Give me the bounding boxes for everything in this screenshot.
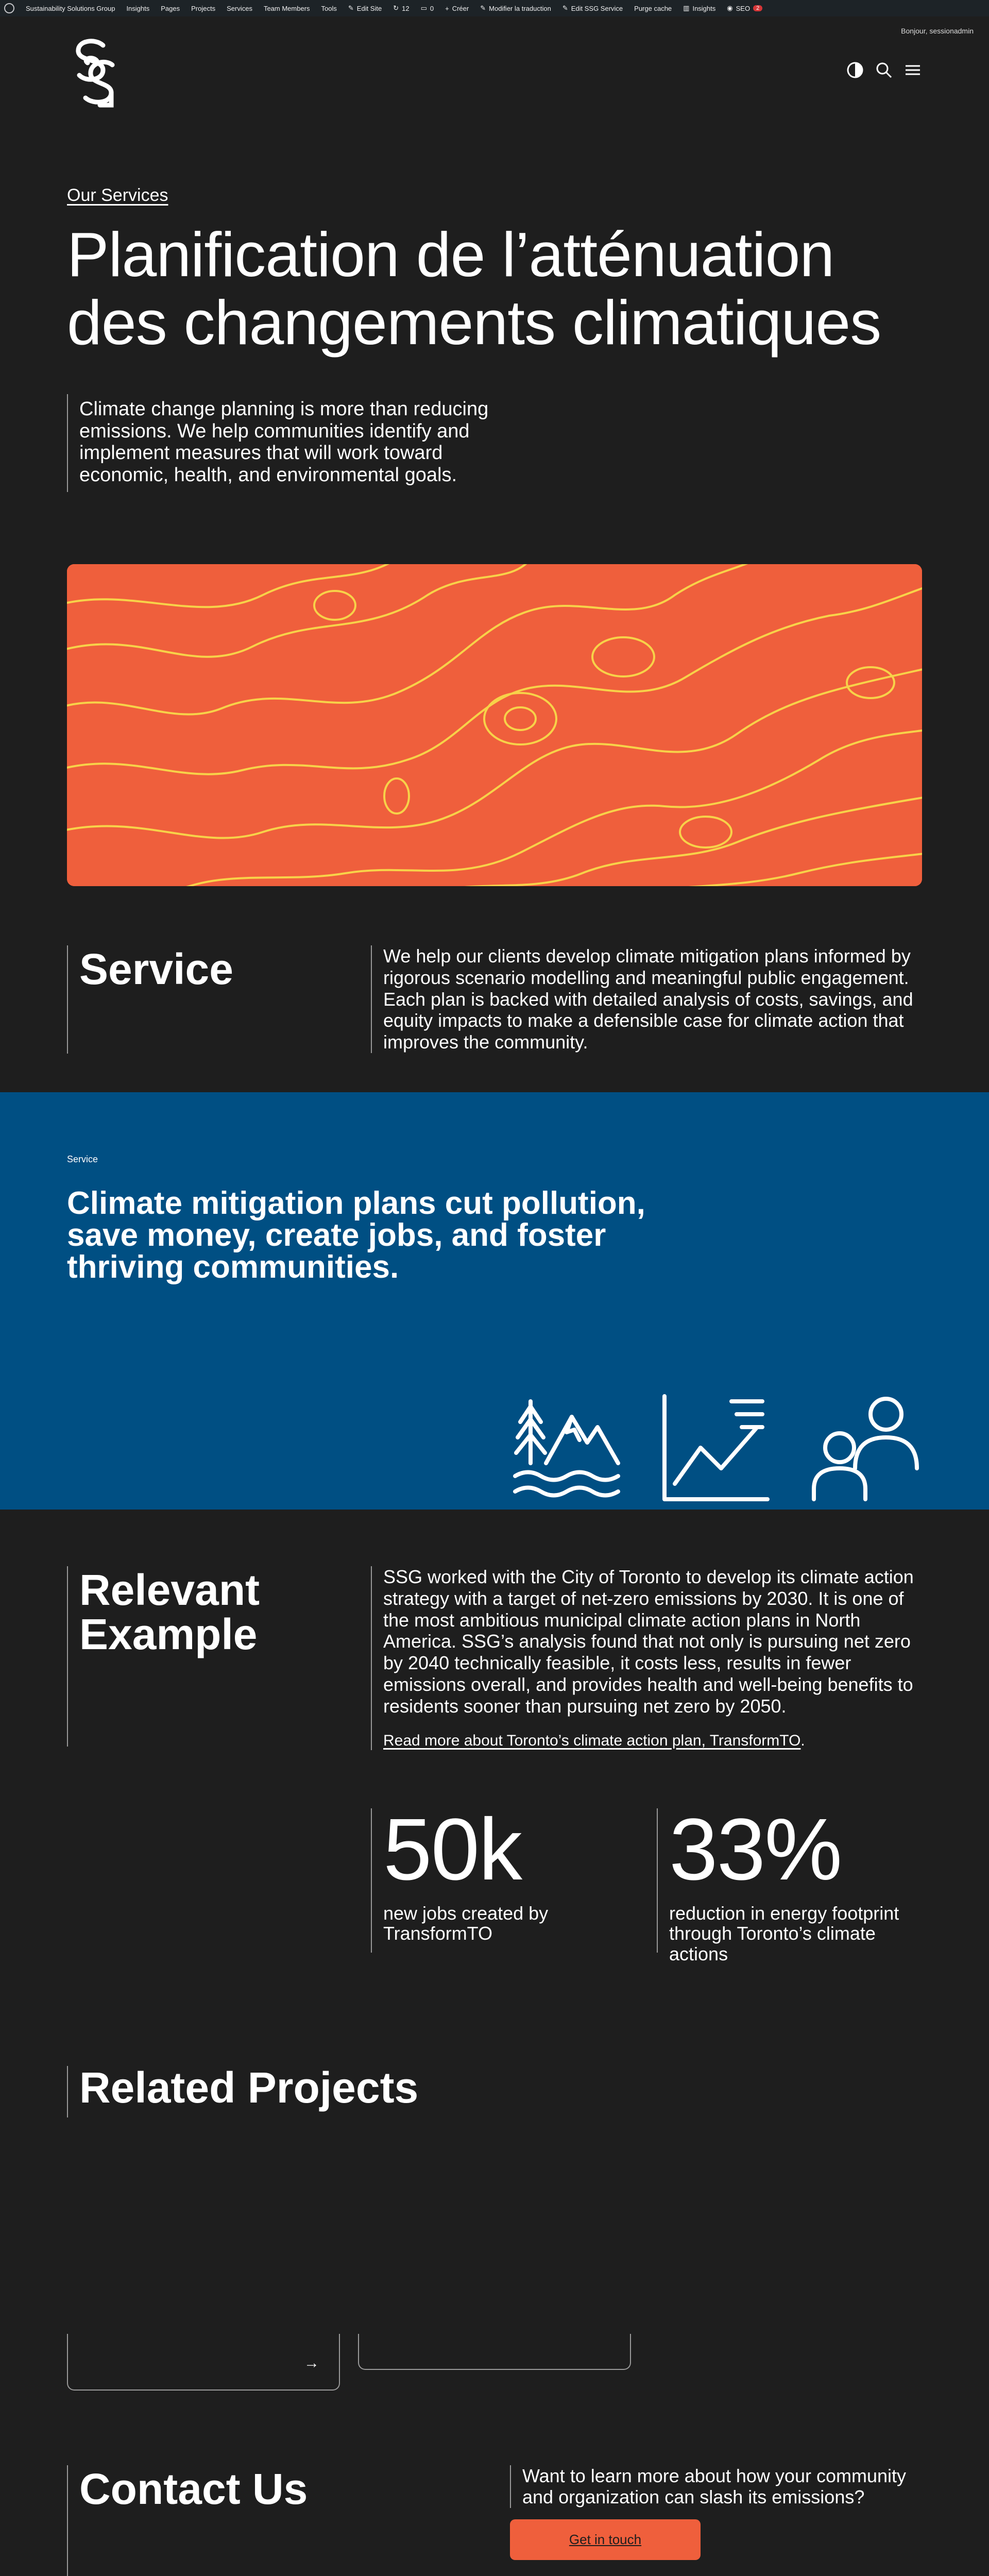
admin-bar-comments[interactable]: ▭ 0: [420, 4, 434, 12]
service-label: Service: [67, 945, 355, 1054]
service-section: [67, 945, 922, 1054]
admin-bar-purge[interactable]: Purge cache: [634, 4, 672, 12]
admin-bar-seo[interactable]: ◉ SEO 2: [727, 4, 762, 12]
menu-icon[interactable]: [903, 61, 922, 79]
nature-landscape-icon: [510, 1391, 623, 1504]
example-body: [371, 1566, 922, 1750]
contact-section: [67, 2465, 922, 2576]
community-people-icon: [809, 1391, 922, 1504]
arrow-right-icon[interactable]: →: [304, 2354, 319, 2371]
growth-chart-icon: [659, 1391, 773, 1504]
pencil-icon: ✎: [348, 4, 354, 12]
example-label: Relevant Example: [67, 1566, 355, 1747]
topographic-map-image: [67, 564, 922, 886]
contact-body: [510, 2465, 922, 2560]
hero: [67, 185, 922, 486]
contour-lines-icon: [67, 564, 922, 886]
contact-text: Want to learn more about how your community and organization can slash its emissions?: [510, 2465, 922, 2508]
header-tools: [846, 61, 922, 79]
band-icons: [510, 1391, 922, 1504]
example-section: [67, 1566, 922, 1777]
stat-caption: new jobs created by TransformTO: [383, 1902, 549, 1944]
band-tag: Service: [67, 1154, 98, 1164]
hero-intro: Climate change planning is more than reducing emissions. We help communities identify and implement measures that will work toward economic, health, and environmental goals.: [67, 394, 510, 492]
refresh-icon: ↻: [393, 4, 399, 12]
example-description: SSG worked with the City of Toronto to develop its climate action strategy with a target of net-zero emissions by 2030. It is one of the most ambitious municipal climate action plans in North America. SSG’s analysis found that not only is pursuing net zero by 2040 technically feasible, it costs less, results in fewer emissions overall, and provides health and well-being benefits to residents sooner than pursuing net zero by 2050.: [383, 1566, 914, 1717]
stat-jobs: [371, 1801, 659, 1953]
seo-icon: ◉: [727, 4, 733, 12]
admin-bar-insights[interactable]: Insights: [126, 4, 150, 12]
example-link-row: Read more about Toronto’s climate action plan, TransformTO.: [383, 1732, 805, 1750]
admin-bar-site[interactable]: Sustainability Solutions Group: [26, 4, 115, 12]
contrast-toggle-icon[interactable]: [846, 61, 864, 79]
admin-bar-translate[interactable]: ✎ Modifier la traduction: [480, 4, 551, 12]
plus-icon: +: [445, 4, 449, 12]
wordpress-icon[interactable]: [4, 3, 14, 13]
admin-bar-pages[interactable]: Pages: [161, 4, 180, 12]
band-headline: Climate mitigation plans cut pollution, save money, create jobs, and foster thriving communities.: [67, 1185, 645, 1285]
pencil-icon: ✎: [562, 4, 568, 12]
contact-label: Contact Us: [67, 2465, 428, 2576]
admin-bar-services[interactable]: Services: [227, 4, 252, 12]
ssg-logo-icon[interactable]: [67, 36, 124, 108]
seo-badge: 2: [753, 5, 762, 11]
admin-greeting[interactable]: Bonjour, sessionadmin: [901, 27, 974, 35]
admin-bar-new[interactable]: + Créer: [445, 4, 469, 12]
related-project-card[interactable]: [358, 2334, 631, 2370]
stat-energy: [657, 1801, 922, 1964]
admin-bar-updates[interactable]: ↻ 12: [393, 4, 410, 12]
stat-value: 33%: [669, 1801, 842, 1899]
admin-bar-tools[interactable]: Tools: [321, 4, 337, 12]
transformto-link[interactable]: Read more about Toronto’s climate action plan, TransformTO: [383, 1732, 801, 1750]
admin-bar-team[interactable]: Team Members: [263, 4, 310, 12]
stats-row: [371, 1801, 922, 1964]
admin-bar: [0, 0, 989, 16]
our-services-link[interactable]: Our Services: [67, 185, 168, 205]
site-header: [67, 36, 922, 113]
service-band: [0, 1092, 989, 1510]
page-title: Planification de l’atténuation des changements climatiques: [67, 219, 881, 358]
related-project-card[interactable]: [67, 2334, 340, 2391]
related-projects-title: Related Projects: [67, 2066, 418, 2117]
service-description: We help our clients develop climate mitigation plans informed by rigorous scenario modelling and meaningful public engagement. Each plan is backed with detailed analysis of costs, savings, and equity impacts to make a defensible case for climate action that improves the community.: [371, 945, 922, 1053]
admin-bar-insights-2[interactable]: ▥ Insights: [683, 4, 716, 12]
admin-bar-edit-site[interactable]: ✎ Edit Site: [348, 4, 382, 12]
chart-icon: ▥: [683, 4, 690, 12]
search-icon[interactable]: [875, 61, 893, 79]
stat-value: 50k: [383, 1801, 522, 1899]
stat-caption: reduction in energy footprint through Toronto’s climate actions: [669, 1902, 899, 1964]
admin-bar-projects[interactable]: Projects: [191, 4, 216, 12]
get-in-touch-button[interactable]: Get in touch: [510, 2519, 701, 2560]
translate-icon: ✎: [480, 4, 486, 12]
admin-bar-edit-service[interactable]: ✎ Edit SSG Service: [562, 4, 623, 12]
comment-icon: ▭: [420, 4, 427, 12]
